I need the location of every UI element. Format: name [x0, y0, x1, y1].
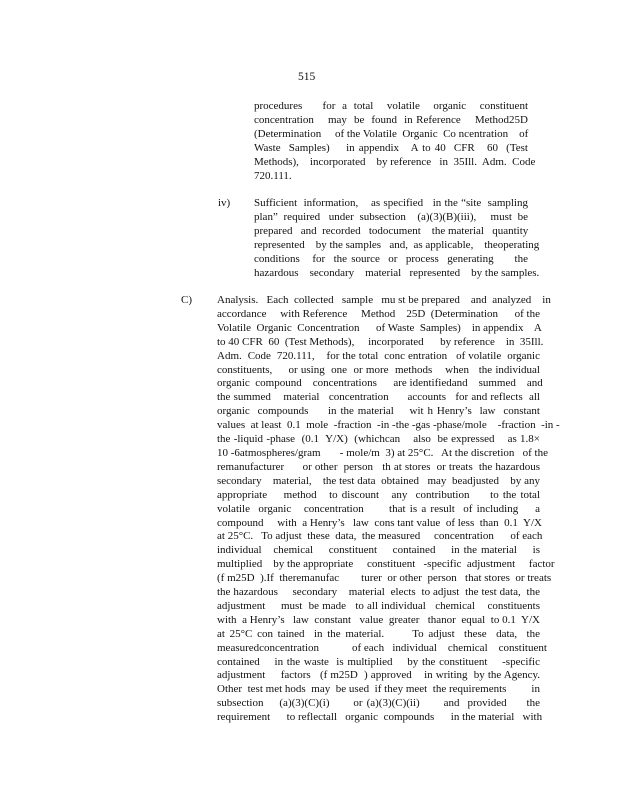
text-line: requirement to reflectall organic compounds in the material with — [217, 711, 543, 724]
text-line: remanufacturer or other person th at stores or treats the hazardous — [217, 460, 540, 473]
text-line: with a Henry’s law constant value greater thanor equal to 0.1 Y/X — [217, 613, 540, 626]
text-line: the summed material concentration accounts for and reflects all — [217, 391, 540, 404]
text-line: Adm. Code 720.111, for the total conc entration of volatile organic — [217, 349, 540, 362]
text-line: to 40 CFR 60 (Test Methods), incorporated by reference in 35Ill. — [217, 335, 544, 348]
item-c-marker: C) — [181, 294, 192, 306]
text-line: compound with a Henry’s law cons tant value of less than 0.1 Y/X — [217, 516, 542, 529]
text-line: Methods), incorporated by reference in 35Ill. Adm. Code — [254, 155, 536, 168]
text-line: the -liquid -phase (0.1 Y/X) (whichcan also be expressed as 1.8× — [217, 433, 540, 446]
text-line: multiplied by the appropriate constituent -specific adjustment factor — [217, 558, 555, 571]
text-line: adjustment must be made to all individual chemical constituents — [217, 599, 540, 612]
text-line: volatile organic concentration that is a result of including a — [217, 502, 540, 515]
text-line: conditions for the source or process generating the — [254, 252, 528, 265]
text-line: Analysis. Each collected sample mu st be prepared and analyzed in — [217, 294, 551, 306]
text-line: constituents, or using one or more methods when the individual — [217, 363, 540, 376]
text-line: Sufficient information, as specified in the “site sampling — [254, 197, 528, 209]
text-line: Other test met hods may be used if they meet the requirements in — [217, 683, 540, 696]
text-line: concentration may be found in Reference Method25D — [254, 113, 528, 126]
text-line: appropriate method to discount any contribution to the total — [217, 488, 540, 501]
text-line: (f m25D ).If theremanufac turer or other person that stores or treats — [217, 572, 552, 585]
text-line: 10 -6atmospheres/gram - mole/m 3) at 25°C. At the discretion of the — [217, 446, 548, 459]
page-number: 515 — [298, 71, 316, 83]
text-line: prepared and recorded todocument the material quantity — [254, 224, 529, 237]
text-line: hazardous secondary material represented by the samples. — [254, 266, 540, 279]
text-line: represented by the samples and, as applicable, theoperating — [254, 238, 540, 251]
continuation-paragraph — [254, 100, 536, 183]
item-c-paragraph — [217, 294, 560, 725]
text-line: organic compounds in the material wit h Henry’s law constant — [217, 405, 540, 418]
text-line: at 25°C. To adjust these data, the measured concentration of each — [217, 530, 543, 543]
text-line: accordance with Reference Method 25D (Determination of the — [217, 307, 540, 320]
text-line: subsection (a)(3)(C)(i) or (a)(3)(C)(ii) and provided the — [217, 697, 540, 710]
text-line: secondary material, the test data obtained may beadjusted by any — [217, 474, 540, 487]
text-line: the hazardous secondary material elects to adjust the test data, the — [217, 586, 540, 599]
text-line: at 25°C con tained in the material. To adjust these data, the — [217, 627, 540, 640]
text-line: Waste Samples) in appendix A to 40 CFR 60 (Test — [254, 141, 528, 154]
text-line: organic compound concentrations are identifiedand summed and — [217, 377, 543, 390]
item-iv-marker: iv) — [218, 197, 231, 209]
text-line: procedures for a total volatile organic constituent — [254, 100, 528, 112]
text-line: adjustment factors (f m25D ) approved in writing by the Agency. — [217, 669, 540, 682]
text-line: measuredconcentration of each individual chemical constituent — [217, 641, 547, 654]
text-line: Volatile Organic Concentration of Waste Samples) in appendix A — [217, 321, 542, 334]
text-line: plan” required under subsection (a)(3)(B)(iii), must be — [254, 210, 528, 223]
text-line: values at least 0.1 mole -fraction -in -the -gas -phase/mole -fraction -in - — [217, 419, 560, 432]
text-line: individual chemical constituent contained in the material is — [217, 544, 540, 557]
text-line: (Determination of the Volatile Organic Co ncentration of — [254, 127, 529, 140]
item-iv-paragraph — [254, 197, 540, 280]
text-line: contained in the waste is multiplied by the constituent -specific — [217, 655, 540, 668]
text-line: 720.111. — [254, 169, 292, 182]
